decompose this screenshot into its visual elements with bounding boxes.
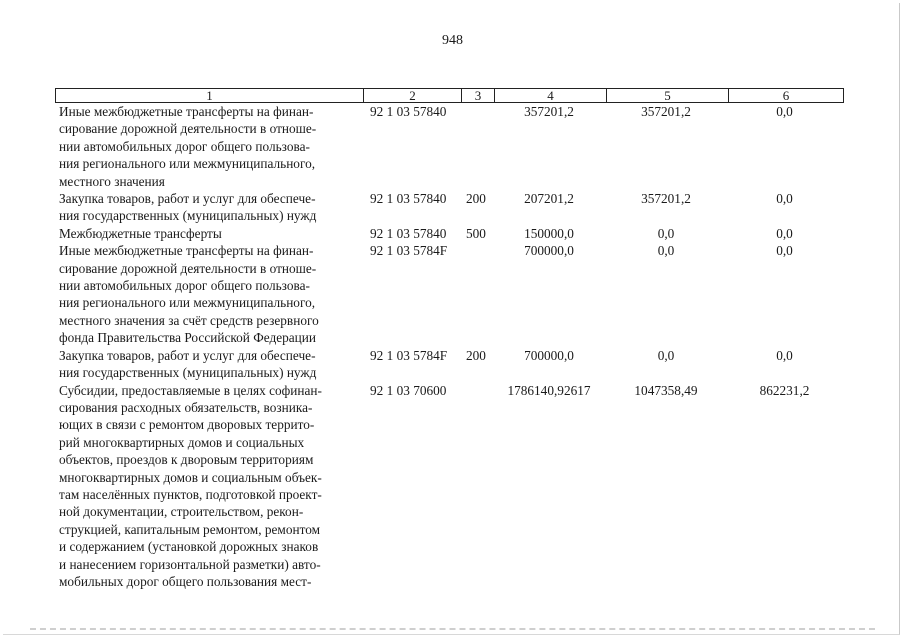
table-row <box>55 190 844 225</box>
row-name-line: ной документации, строительством, рекон- <box>59 504 304 520</box>
row-name <box>59 347 362 382</box>
row-code: 92 1 03 57840 <box>370 225 447 241</box>
row-name <box>59 225 362 242</box>
row-name-line: и содержанием (установкой дорожных знаков <box>59 539 319 555</box>
row-name-line: объектов, проездов к дворовым территориям <box>59 452 314 468</box>
table-row <box>55 347 844 382</box>
row-name-line: Иные межбюджетные трансферты на финан- <box>59 104 314 119</box>
row-value-col-4: 207201,2 <box>524 191 574 207</box>
table-row <box>55 103 844 190</box>
row-name-line: рий многоквартирных домов и социальных <box>59 434 305 450</box>
row-name-line: нии автомобильных дорог общего пользова- <box>59 278 310 294</box>
row-kind: 200 <box>466 191 486 207</box>
row-value-col-4: 700000,0 <box>524 347 574 363</box>
row-value-col-5: 0,0 <box>657 225 675 241</box>
row-code: 92 1 03 5784F <box>370 347 448 363</box>
row-name-line: ющих в связи с ремонтом дворовых террито- <box>59 417 315 433</box>
row-name-line: Иные межбюджетные трансферты на финан- <box>59 243 314 259</box>
row-name-line: местного значения за счёт средств резервного <box>59 312 319 328</box>
row-code: 92 1 03 57840 <box>370 104 447 119</box>
row-value-col-4: 150000,0 <box>524 225 574 241</box>
row-name <box>59 242 362 346</box>
row-value-col-5: 357201,2 <box>641 104 691 119</box>
row-name-line: сирования расходных обязательств, возника- <box>59 399 313 415</box>
table-row <box>55 382 844 591</box>
row-kind: 200 <box>466 347 486 363</box>
row-name-line: ния регионального или межмуниципального, <box>59 156 316 172</box>
row-code: 92 1 03 5784F <box>370 243 448 259</box>
row-name-line: многоквартирных домов и социальным объек- <box>59 469 322 485</box>
row-name-line: Межбюджетные трансферты <box>59 225 222 241</box>
row-value-col-4: 357201,2 <box>524 104 574 119</box>
row-name-line: и нанесением горизонтальной разметки) авто- <box>59 556 321 572</box>
row-value-col-6: 0,0 <box>776 225 793 241</box>
header-col-5: 5 <box>606 89 728 102</box>
row-name-line: местного значения <box>59 173 165 189</box>
row-name-line: фонда Правительства Российской Федерации <box>59 330 317 346</box>
table-row <box>55 242 844 346</box>
row-value-col-5: 0,0 <box>657 243 675 259</box>
row-name-line: струкцией, капитальным ремонтом, ремонтом <box>59 521 321 537</box>
table-header-row <box>55 88 844 103</box>
row-value-col-6: 0,0 <box>776 104 793 119</box>
row-value-col-4: 700000,0 <box>524 243 574 259</box>
row-value-col-4: 1786140,92617 <box>507 382 591 398</box>
budget-table <box>55 88 844 590</box>
header-col-4: 4 <box>494 89 606 102</box>
row-name-line: ния регионального или межмуниципального, <box>59 295 316 311</box>
row-value-col-6: 0,0 <box>776 347 793 363</box>
header-col-1: 1 <box>206 88 213 103</box>
row-name <box>59 382 362 591</box>
scan-bottom-edge <box>30 628 875 632</box>
row-name-line: Закупка товаров, работ и услуг для обеспече- <box>59 191 316 207</box>
row-name <box>59 103 362 190</box>
row-value-col-6: 0,0 <box>776 191 793 207</box>
row-value-col-6: 0,0 <box>776 243 793 259</box>
row-name-line: сирование дорожной деятельности в отноше- <box>59 260 317 276</box>
row-value-col-6: 862231,2 <box>759 382 810 398</box>
header-col-2: 2 <box>363 89 461 102</box>
row-name-line: Закупка товаров, работ и услуг для обеспече- <box>59 347 316 363</box>
header-col-6: 6 <box>728 89 843 102</box>
header-col-3: 3 <box>461 89 494 102</box>
row-name-line: ния государственных (муниципальных) нужд <box>59 208 317 224</box>
row-name-line: Субсидии, предоставляемые в целях софинан- <box>59 382 322 398</box>
row-code: 92 1 03 70600 <box>370 382 447 398</box>
row-name-line: мобильных дорог общего пользования мест- <box>59 573 312 589</box>
row-value-col-5: 0,0 <box>657 347 675 363</box>
row-name-line: ния государственных (муниципальных) нужд <box>59 365 317 381</box>
row-name-line: там населённых пунктов, подготовкой проект- <box>59 486 322 502</box>
row-name-line: нии автомобильных дорог общего пользова- <box>59 138 310 154</box>
table-row <box>55 225 844 242</box>
row-name-line: сирование дорожной деятельности в отноше- <box>59 121 317 137</box>
page-number: 948 <box>442 33 463 48</box>
row-kind: 500 <box>466 225 486 241</box>
row-value-col-5: 1047358,49 <box>634 382 698 398</box>
row-name <box>59 190 362 225</box>
row-value-col-5: 357201,2 <box>641 191 691 207</box>
row-code: 92 1 03 57840 <box>370 191 447 207</box>
